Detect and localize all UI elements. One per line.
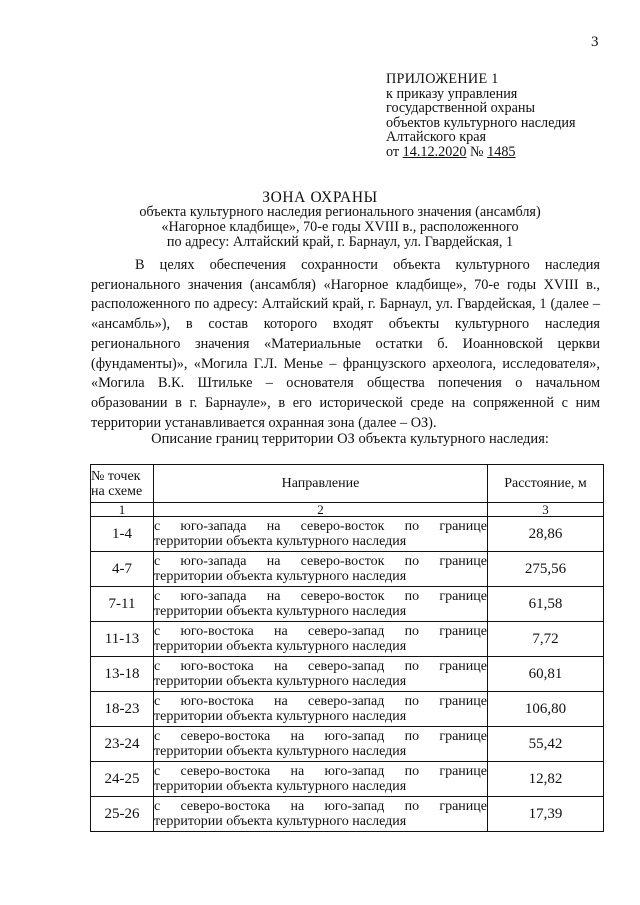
distance-cell: 28,86 — [488, 517, 604, 552]
direction-word: юго-запада — [180, 554, 247, 569]
distance-cell: 7,72 — [488, 622, 604, 657]
direction-word: по — [404, 799, 420, 814]
points-cell: 23-24 — [91, 727, 154, 762]
direction-line-1 — [154, 764, 487, 779]
date-prefix: от — [386, 143, 403, 160]
index-cell: 3 — [488, 503, 604, 517]
direction-cell — [154, 692, 488, 727]
direction-word: на — [266, 589, 281, 604]
direction-word: границе — [439, 729, 487, 744]
direction-word: на — [274, 624, 288, 639]
direction-word: с — [154, 554, 161, 569]
direction-word: на — [266, 519, 281, 534]
direction-word: с — [154, 729, 161, 744]
direction-word: с — [154, 624, 161, 639]
points-cell: 7-11 — [91, 587, 154, 622]
direction-line-2: территории объекта культурного наследия — [154, 569, 407, 584]
direction-word: на — [290, 799, 305, 814]
distance-cell: 12,82 — [488, 762, 604, 797]
direction-word: границе — [439, 589, 487, 604]
direction-line-2: территории объекта культурного наследия — [154, 814, 407, 829]
distance-cell: 106,80 — [488, 692, 604, 727]
direction-cell — [154, 657, 488, 692]
points-cell: 24-25 — [91, 762, 154, 797]
appendix-block — [386, 72, 576, 160]
direction-word: на — [290, 729, 305, 744]
table-caption: Описание границ территории ОЗ объекта культурного наследия: — [151, 431, 549, 447]
points-cell: 4-7 — [91, 552, 154, 587]
order-number: 1485 — [487, 143, 516, 160]
table-row — [91, 692, 604, 727]
appendix-line: к приказу управления — [386, 85, 518, 102]
page-number: 3 — [591, 34, 599, 50]
direction-word: по — [404, 659, 420, 674]
direction-word: северо-запад — [307, 694, 385, 709]
points-cell: 18-23 — [91, 692, 154, 727]
appendix-date-line — [386, 145, 576, 160]
direction-cell — [154, 587, 488, 622]
direction-word: границе — [439, 764, 487, 779]
direction-line-2: территории объекта культурного наследия — [154, 744, 407, 759]
index-cell: 2 — [154, 503, 488, 517]
table-row — [91, 517, 604, 552]
header-points: № точек на схеме — [91, 465, 154, 503]
direction-word: юго-запада — [180, 589, 247, 604]
distance-cell: 61,58 — [488, 587, 604, 622]
direction-word: границе — [439, 554, 487, 569]
direction-line-1 — [154, 589, 487, 604]
direction-word: границе — [439, 519, 487, 534]
table-row — [91, 762, 604, 797]
direction-word: границе — [439, 694, 487, 709]
direction-word: северо-востока — [180, 764, 271, 779]
direction-cell — [154, 552, 488, 587]
table-row — [91, 552, 604, 587]
points-cell: 1-4 — [91, 517, 154, 552]
table-header-row — [91, 465, 604, 503]
direction-line-1 — [154, 554, 487, 569]
appendix-line: государственной охраны — [386, 100, 536, 117]
direction-word: юго-запада — [180, 519, 247, 534]
direction-word: юго-востока — [180, 659, 254, 674]
direction-word: юго-востока — [180, 694, 254, 709]
zone-subtitle-line: по адресу: Алтайский край, г. Барнаул, ул. Гвардейская, 1 — [166, 233, 514, 250]
points-cell: 13-18 — [91, 657, 154, 692]
distance-cell: 17,39 — [488, 797, 604, 832]
direction-word: границе — [439, 624, 487, 639]
points-cell: 25-26 — [91, 797, 154, 832]
table-index-row — [91, 503, 604, 517]
appendix-title: ПРИЛОЖЕНИЕ 1 — [386, 71, 499, 87]
direction-word: юго-запад — [324, 764, 385, 779]
direction-word: северо-запад — [307, 624, 385, 639]
direction-word: юго-востока — [180, 624, 254, 639]
direction-line-1 — [154, 659, 487, 674]
direction-word: северо-восток — [300, 519, 385, 534]
direction-word: границе — [439, 659, 487, 674]
direction-word: границе — [439, 799, 487, 814]
zone-subtitle — [100, 205, 580, 249]
distance-cell: 60,81 — [488, 657, 604, 692]
appendix-line: объектов культурного наследия — [386, 114, 576, 131]
direction-line-2: территории объекта культурного наследия — [154, 779, 407, 794]
direction-cell — [154, 727, 488, 762]
distance-cell: 275,56 — [488, 552, 604, 587]
direction-line-2: территории объекта культурного наследия — [154, 639, 407, 654]
direction-line-1 — [154, 694, 487, 709]
direction-word: по — [404, 624, 420, 639]
direction-line-1 — [154, 799, 487, 814]
direction-word: с — [154, 659, 161, 674]
direction-word: на — [274, 659, 288, 674]
direction-word: северо-восток — [300, 554, 385, 569]
direction-word: по — [404, 729, 420, 744]
direction-word: с — [154, 764, 161, 779]
direction-word: северо-востока — [180, 729, 271, 744]
direction-word: северо-восток — [300, 589, 385, 604]
direction-cell — [154, 622, 488, 657]
direction-word: по — [404, 694, 420, 709]
header-direction: Направление — [154, 465, 488, 503]
table-row — [91, 727, 604, 762]
direction-line-1 — [154, 519, 487, 534]
direction-word: на — [266, 554, 281, 569]
direction-word: на — [274, 694, 288, 709]
table-row — [91, 587, 604, 622]
direction-word: с — [154, 694, 161, 709]
direction-word: по — [404, 589, 420, 604]
zone-title: ЗОНА ОХРАНЫ — [262, 189, 378, 206]
direction-word: на — [290, 764, 305, 779]
header-distance: Расстояние, м — [488, 465, 604, 503]
points-cell: 11-13 — [91, 622, 154, 657]
direction-word: по — [404, 554, 420, 569]
direction-word: с — [154, 799, 161, 814]
direction-word: северо-запад — [307, 659, 385, 674]
direction-word: юго-запад — [324, 729, 385, 744]
direction-line-2: территории объекта культурного наследия — [154, 674, 407, 689]
direction-line-1 — [154, 624, 487, 639]
direction-line-1 — [154, 729, 487, 744]
table-row — [91, 797, 604, 832]
zone-subtitle-line: объекта культурного наследия регионального значения (ансамбля) — [139, 204, 541, 220]
direction-word: по — [404, 764, 420, 779]
boundary-table — [90, 464, 604, 832]
index-cell: 1 — [91, 503, 154, 517]
zone-subtitle-line: «Нагорное кладбище», 70-е годы XVIII в., расположенного — [161, 218, 519, 235]
appendix-line: Алтайского края — [386, 129, 487, 146]
direction-word: с — [154, 519, 161, 534]
direction-cell — [154, 517, 488, 552]
direction-line-2: территории объекта культурного наследия — [154, 534, 407, 549]
direction-word: по — [404, 519, 420, 534]
intro-paragraph: В целях обеспечения сохранности объекта культурного наследия регионального значения (ансамбля) «Нагорное кладбище», 70-е годы XVIII в., расположенного по адресу: Алтайский край, г. Барнаул, ул. Гвардейская, 1 (далее – «ансамбль»), в состав которого входят объекты культурного наследия регионального значения «Материальные остатки б. Иоанновской церкви (фундаменты)», «Могила Г.Л. Менье – французского археолога, исследователя», «Могила В.К. Штильке – основателя общества попечения о начальном образовании в г. Барнауле», в его исторической среде на сопряженной с ним территории устанавливается охранная зона (далее – ОЗ). — [91, 257, 600, 431]
direction-word: северо-востока — [180, 799, 271, 814]
table-row — [91, 657, 604, 692]
direction-line-2: территории объекта культурного наследия — [154, 604, 407, 619]
order-date: 14.12.2020 — [402, 143, 467, 160]
direction-cell — [154, 762, 488, 797]
number-sign: № — [466, 143, 488, 160]
direction-word: с — [154, 589, 161, 604]
direction-line-2: территории объекта культурного наследия — [154, 709, 407, 724]
direction-cell — [154, 797, 488, 832]
direction-word: юго-запад — [324, 799, 385, 814]
distance-cell: 55,42 — [488, 727, 604, 762]
table-row — [91, 622, 604, 657]
